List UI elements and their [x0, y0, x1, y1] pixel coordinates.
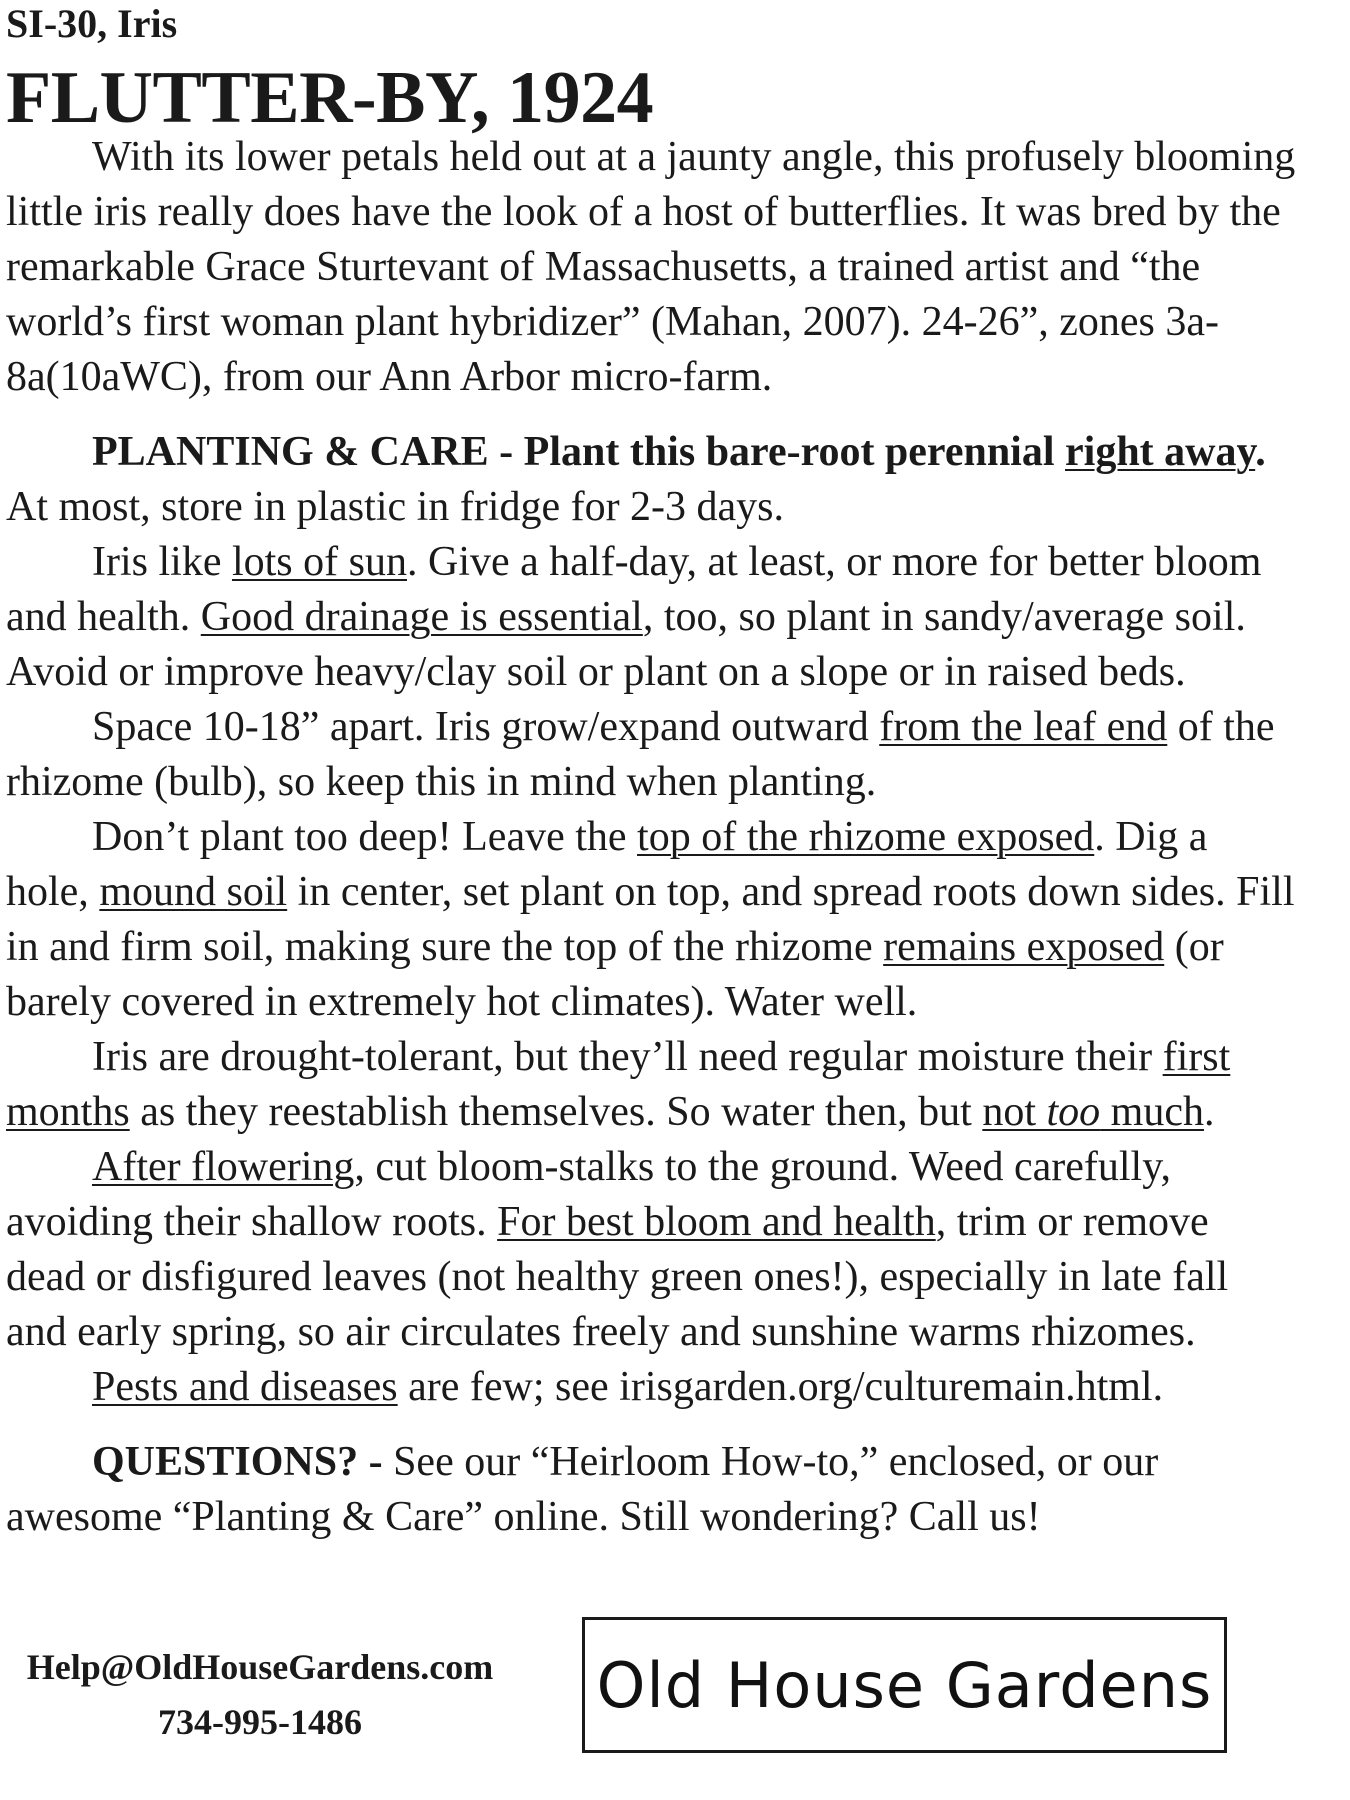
contact-info — [10, 1640, 510, 1750]
questions-heading: QUESTIONS? - — [92, 1439, 394, 1485]
description-paragraph: With its lower petals held out at a jaunty angle, this profusely blooming little iris really does have the look of a host of butterflies. It was bred by the remarkable Grace Sturtevant of Massachusetts, a trained artist and “the world’s first woman plant hybridizer” (Mahan, 2007). 24-26”, zones 3a-8a(10aWC), from our Ann Arbor micro-farm. — [6, 134, 1296, 400]
product-title: FLUTTER-BY, 1924 — [6, 57, 654, 139]
phone-number: 734-995-1486 — [158, 1702, 362, 1742]
depth-paragraph: Don’t plant too deep! Leave the top of the rhizome exposed. Dig a hole, mound soil in center, set plant on top, and spread roots down sides. Fill in and firm soil, making sure the top of the rhizome remains exposed (or barely covered in extremely hot climates). Water well. — [6, 814, 1295, 1025]
right-away-emphasis: right away — [1065, 429, 1256, 475]
watering-paragraph: Iris are drought-tolerant, but they’ll need regular moisture their first months as they reestablish themselves. So water then, but not too much. — [6, 1034, 1231, 1135]
company-logo — [582, 1617, 1227, 1753]
sun-paragraph: Iris like lots of sun. Give a half-day, at least, or more for better bloom and health. Good drainage is essential, too, so plant in sandy/average soil. Avoid or improve heavy/clay soil or plant on a slope or in raised beds. — [6, 539, 1262, 695]
email-address: Help@OldHouseGardens.com — [26, 1647, 494, 1687]
product-code: SI-30, Iris — [6, 1, 178, 46]
after-flowering-paragraph: After flowering, cut bloom-stalks to the ground. Weed carefully, avoiding their shallow roots. For best bloom and health, trim or remove dead or disfigured leaves (not healthy green ones!), especially in late fall and early spring, so air circulates freely and sunshine warms rhizomes. — [6, 1144, 1229, 1355]
questions-paragraph: QUESTIONS? - See our “Heirloom How-to,” enclosed, or our awesome “Planting & Care” online. Still wondering? Call us! — [6, 1439, 1159, 1540]
planting-heading: PLANTING & CARE - Plant this bare-root perennial right away. — [92, 429, 1266, 475]
planting-paragraph: PLANTING & CARE - Plant this bare-root perennial right away. At most, store in plastic in fridge for 2-3 days. — [6, 429, 1266, 530]
body-text — [6, 130, 1296, 1545]
pests-paragraph: Pests and diseases are few; see irisgarden.org/culturemain.html. — [92, 1364, 1164, 1410]
logo-text: Old House Gardens — [596, 1648, 1213, 1722]
spacing-paragraph: Space 10-18” apart. Iris grow/expand outward from the leaf end of the rhizome (bulb), so keep this in mind when planting. — [6, 704, 1275, 805]
